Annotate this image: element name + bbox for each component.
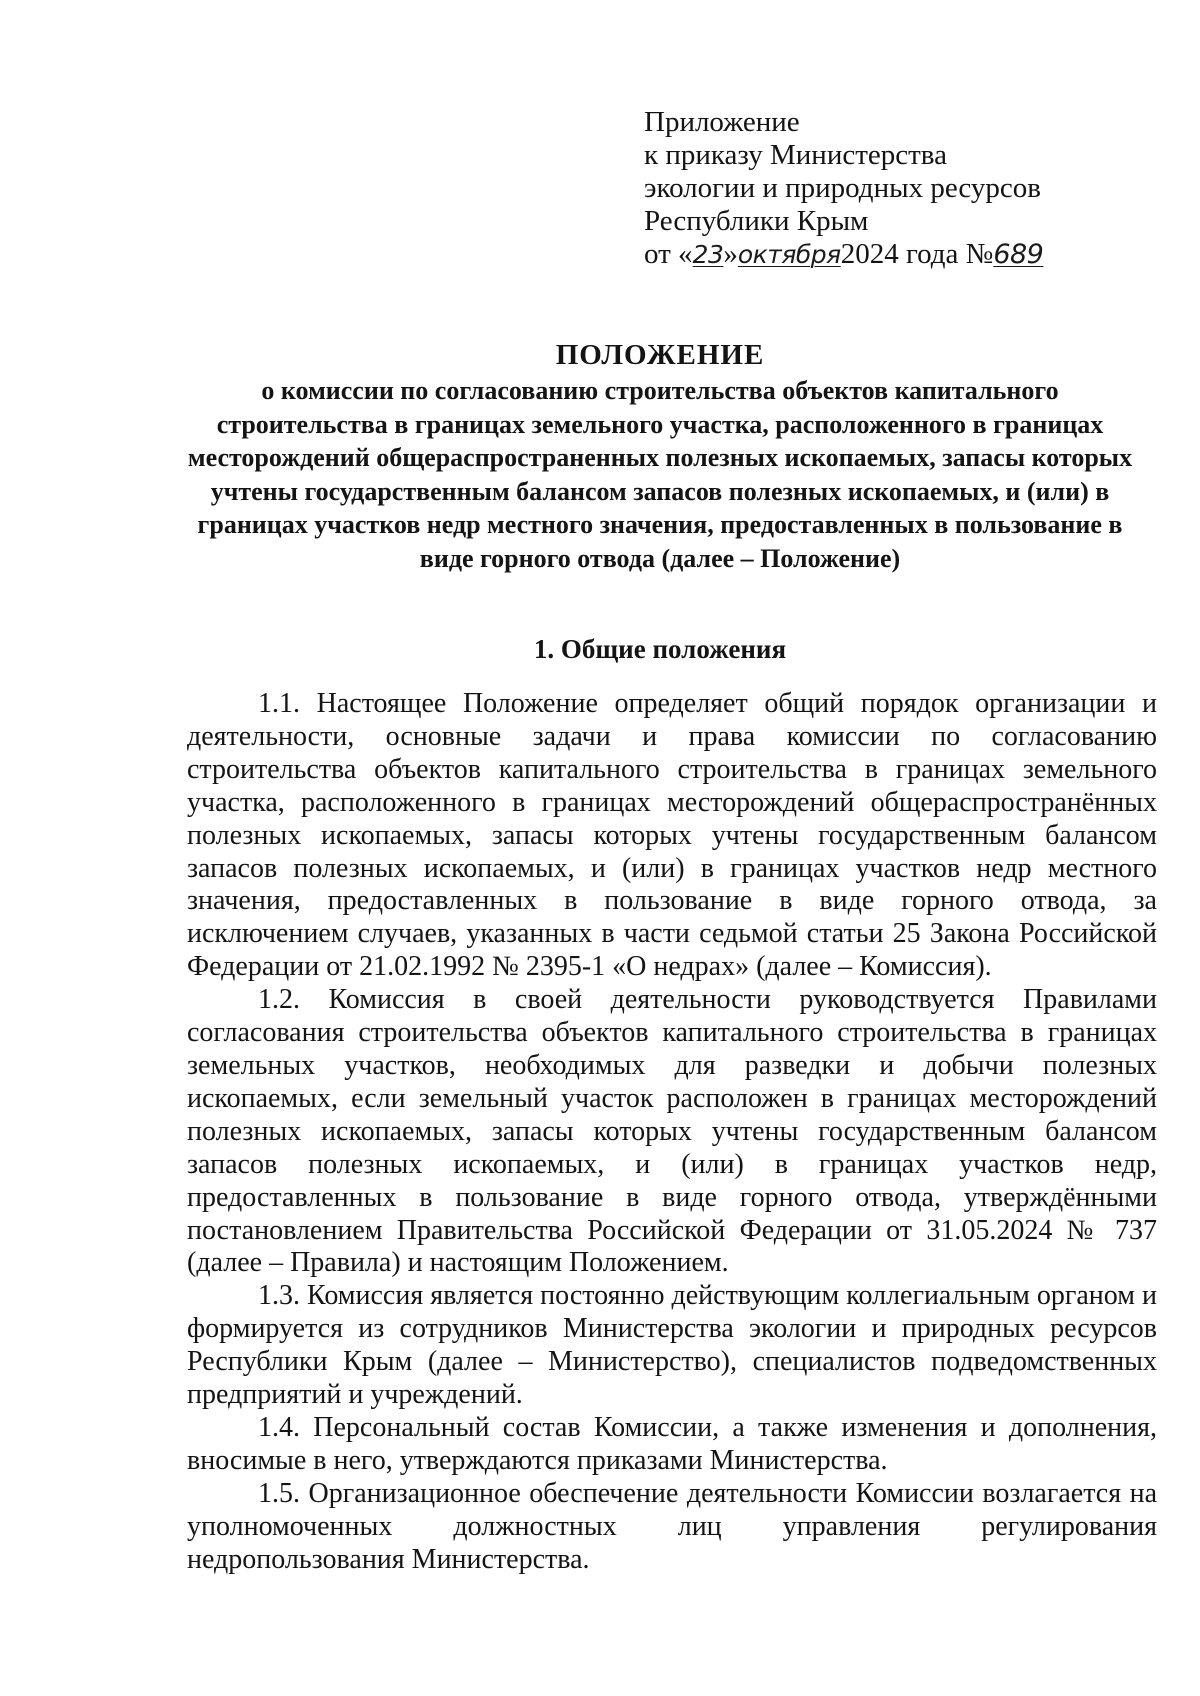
section-heading: 1. Общие положения	[533, 634, 787, 664]
handwritten-order-number: 689	[993, 239, 1044, 270]
paragraph-1-5: 1.5. Организационное обеспечение деятельности Комиссии возлагается на уполномоченных должностных лиц управления регулирования недропользования Министерства.	[187, 1477, 1157, 1575]
handwritten-month: октября	[737, 240, 841, 269]
appendix-date-line	[644, 238, 1164, 271]
document-title-block	[180, 338, 1140, 576]
handwritten-day: 23	[692, 240, 724, 269]
paragraph-1-3: 1.3. Комиссия является постоянно действующим коллегиальным органом и формируется из сотрудников Министерства экологии и природных ресурсов Республики Крым (далее – Министерство), специалистов подведомственных предприятий и учреждений.	[187, 1280, 1157, 1411]
appendix-line-4: Республики Крым	[644, 205, 869, 237]
paragraph-1-4: 1.4. Персональный состав Комиссии, а также изменения и дополнения, вносимые в него, утверждаются приказами Министерства.	[187, 1411, 1157, 1476]
appendix-line-3: экологии и природных ресурсов	[644, 172, 1041, 204]
document-subtitle: о комиссии по согласованию строительства объектов капитального строительства в границах земельного участка, расположенного в границах месторождений общераспространенных полезных ископаемых, запасы которых учтены государственным балансом запасов полезных ископаемых, и (или) в границах участков недр местного значения, предоставленных в пользование в виде горного отвода (далее – Положение)	[187, 376, 1133, 573]
section-body	[187, 688, 1157, 1576]
appendix-line-1: Приложение	[644, 106, 800, 138]
date-prefix: от «	[644, 238, 693, 270]
appendix-header	[644, 106, 1164, 271]
appendix-line-2: к приказу Министерства	[644, 139, 947, 171]
date-separator: »	[723, 238, 738, 270]
document-title: ПОЛОЖЕНИЕ	[555, 339, 765, 371]
paragraph-1-1: 1.1. Настоящее Положение определяет общий порядок организации и деятельности, основные задачи и права комиссии по согласованию строительства объектов капитального строительства в границах земельного участка, расположенного в границах месторождений общераспространённых полезных ископаемых, запасы которых учтены государственным балансом запасов полезных ископаемых, и (или) в границах участков недр местного значения, предоставленных в пользование в виде горного отвода, за исключением случаев, указанных в части седьмой статьи 25 Закона Российской Федерации от 21.02.1992 № 2395-1 «О недрах» (далее – Комиссия).	[187, 688, 1157, 983]
paragraph-1-2: 1.2. Комиссия в своей деятельности руководствуется Правилами согласования строительства объектов капитального строительства в границах земельных участков, необходимых для разведки и добычи полезных ископаемых, если земельный участок расположен в границах месторождений полезных ископаемых, запасы которых учтены государственным балансом запасов полезных ископаемых, и (или) в границах участков недр, предоставленных в пользование в виде горного отвода, утверждёнными постановлением Правительства Российской Федерации от 31.05.2024 № 737 (далее – Правила) и настоящим Положением.	[187, 984, 1157, 1279]
date-year: 2024 года №	[840, 238, 994, 270]
